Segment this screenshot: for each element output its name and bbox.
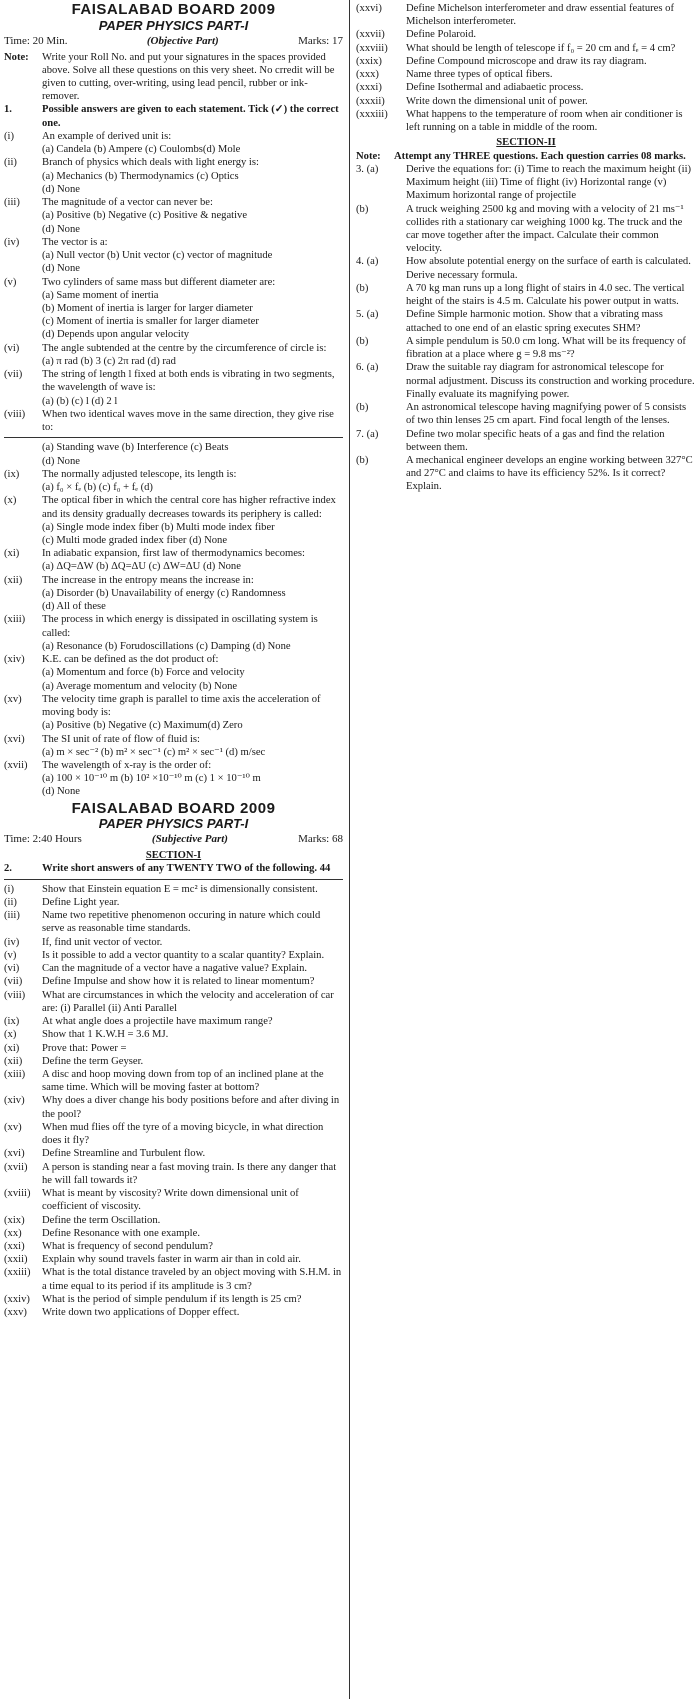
question-item [356, 55, 696, 68]
question-item [4, 468, 343, 481]
item-text: When two identical waves move in the same direction, they give rise to: [42, 408, 334, 434]
question-item [4, 975, 343, 988]
question-item [4, 1042, 343, 1055]
answer-options: (a) Standing wave (b) Interference (c) Beats [42, 442, 229, 454]
divider [4, 879, 343, 880]
item-number: (xxi) [4, 1241, 25, 1253]
item-number: (ix) [4, 468, 20, 480]
objective-items-part2 [4, 468, 343, 799]
question-item [356, 282, 696, 308]
answer-options: (a) Null vector (b) Unit vector (c) vector of magnitude [42, 250, 273, 262]
item-text: The normally adjusted telescope, its length is: [42, 468, 237, 480]
answer-options: (a) m × sec⁻² (b) m² × sec⁻¹ (c) m² × sec⁻¹ (d) m/sec [42, 746, 266, 758]
item-number: (xx) [4, 1227, 22, 1239]
question-item [356, 308, 696, 334]
answer-options: (d) All of these [42, 601, 106, 613]
question-item [4, 909, 343, 935]
question-item [4, 1187, 343, 1213]
question-item [4, 547, 343, 560]
item-text: The SI unit of rate of flow of fluid is: [42, 733, 200, 745]
question-item [4, 1293, 343, 1306]
answer-options: (a) (b) (c) l (d) 2 l [42, 395, 118, 407]
question-item [4, 368, 343, 394]
question-item [4, 1227, 343, 1240]
item-text: Define Compound microscope and draw its ray diagram. [406, 55, 647, 67]
item-text: An example of derived unit is: [42, 130, 172, 142]
question-item [4, 1121, 343, 1147]
item-number: (xxx) [356, 69, 379, 81]
item-number: (xiv) [4, 654, 25, 666]
answer-options: (a) Candela (b) Ampere (c) Coulombs(d) Mole [42, 144, 241, 156]
item-text: How absolute potential energy on the surface of earth is calculated. Derive necessary formula. [406, 256, 691, 281]
item-number: (b) [356, 282, 369, 294]
item-number: (xvi) [4, 733, 25, 745]
item-text: Explain why sound travels faster in warm air than in cold air. [42, 1254, 301, 1266]
question-item [356, 163, 696, 203]
question-item [4, 613, 343, 639]
question-item [356, 68, 696, 81]
subjective-header [4, 801, 343, 876]
item-text: A simple pendulum is 50.0 cm long. What will be its frequency of fibration at a place where g = 9.8 ms⁻²? [406, 335, 686, 361]
question-item [4, 130, 343, 143]
item-text: A disc and hoop moving down from top of an inclined plane at the same time. Which will be moving faster at bottom? [42, 1068, 324, 1094]
item-number: (xxii) [4, 1254, 28, 1266]
item-number: (xvii) [4, 1161, 28, 1173]
item-text: Define two molar specific heats of a gas and find the relation between them. [406, 428, 665, 453]
item-number: (xxxii) [356, 95, 385, 107]
subjective-meta [4, 833, 343, 847]
item-text: Define Isothermal and adiabaetic process. [406, 82, 584, 94]
item-number: (xiii) [4, 614, 26, 626]
question-text: Possible answers are given to each statement. Tick (✓) the correct one. [42, 104, 339, 129]
item-number: (xii) [4, 574, 23, 586]
item-number: (xvi) [4, 1148, 25, 1160]
answer-options: (a) Momentum and force (b) Force and velocity [42, 667, 245, 679]
subjective-paper-title: PAPER PHYSICS PART-I [98, 816, 249, 832]
item-text: The optical fiber in which the central core has higher refractive index and its density gradually decreases towards its periphery is called: [42, 495, 336, 520]
question-item [4, 896, 343, 909]
item-number: (i) [4, 130, 14, 142]
answer-options: (a) Positive (b) Negative (c) Maximum(d) Zero [42, 720, 243, 732]
question-item [4, 1055, 343, 1068]
objective-time: Time: 20 Min. [4, 34, 68, 47]
objective-meta [4, 35, 343, 49]
question-item [4, 276, 343, 289]
answer-options: (a) Average momentum and velocity (b) None [42, 680, 238, 692]
item-text: Define Impulse and show how it is related to linear momentum? [42, 976, 315, 988]
item-number: (xxix) [356, 55, 382, 67]
answer-options: (a) π rad (b) 3 (c) 2π rad (d) rad [42, 355, 176, 367]
item-text: Show that Einstein equation E = mc² is dimensionally consistent. [42, 883, 318, 895]
item-text: When mud flies off the tyre of a moving bicycle, in what direction does it fly? [42, 1121, 324, 1147]
long-questions [356, 163, 696, 494]
item-number: (xiii) [4, 1068, 26, 1080]
item-number: (iv) [4, 936, 20, 948]
question-item [4, 1028, 343, 1041]
answer-options: (a) f₀ × fₑ (b) (c) f₀ + fₑ (d) [42, 482, 153, 494]
question-item [4, 196, 343, 209]
question-number: 1. [4, 104, 12, 116]
item-number: 7. (a) [356, 428, 379, 440]
item-text: In adiabatic expansion, first law of thermodynamics becomes: [42, 548, 305, 560]
item-number: (viii) [4, 408, 26, 420]
question-item [4, 342, 343, 355]
answer-options: (b) Moment of inertia is larger for larger diameter [42, 303, 253, 314]
question-2 [4, 862, 343, 875]
note-text: Attempt any THREE questions. Each question carries 08 marks. [394, 150, 686, 162]
question-item [356, 428, 696, 454]
question-item [4, 236, 343, 249]
item-number: (b) [356, 454, 369, 466]
item-number: (iii) [4, 197, 20, 209]
item-number: (xxvii) [356, 29, 385, 41]
item-number: 6. (a) [356, 362, 379, 374]
answer-options: (a) Resonance (b) Forudoscillations (c) Damping (d) None [42, 640, 291, 652]
item-text: If, find unit vector of vector. [42, 936, 163, 948]
item-text: Prove that: Power = [42, 1042, 127, 1054]
item-number: (v) [4, 276, 17, 288]
item-text: Draw the suitable ray diagram for astronomical telescope for normal adjustment. Discuss its construction and working procedure. Finally evaluate its magnifying power. [406, 362, 695, 400]
question-item [4, 1266, 343, 1292]
item-number: 4. (a) [356, 256, 379, 268]
item-text: What happens to the temperature of room when air conditioner is left running on a table in middle of the room. [406, 108, 683, 134]
item-text: Show that 1 K.W.H = 3.6 MJ. [42, 1029, 169, 1041]
item-text: Define Streamline and Turbulent flow. [42, 1148, 206, 1160]
item-text: The increase in the entropy means the increase in: [42, 574, 254, 586]
answer-options: (d) Depends upon angular velocity [42, 329, 190, 341]
item-number: (xxv) [4, 1307, 27, 1319]
answer-options: (a) Single mode index fiber (b) Multi mode index fiber [42, 521, 275, 533]
question-item [4, 989, 343, 1015]
question-item [4, 759, 343, 772]
item-number: (xxvi) [356, 3, 382, 14]
item-text: A 70 kg man runs up a long flight of stairs in 4.0 sec. The vertical height of the stairs is 4.5 m. Calculate his power output in watts. [406, 282, 685, 308]
item-number: (xxviii) [356, 42, 388, 54]
item-number: (xiv) [4, 1095, 25, 1107]
item-text: The wavelength of x-ray is the order of: [42, 759, 212, 771]
question-1 [4, 103, 343, 129]
question-item [4, 949, 343, 962]
item-number: (xi) [4, 548, 20, 560]
question-item [4, 962, 343, 975]
item-number: (vii) [4, 976, 23, 988]
answer-options: (a) 100 × 10⁻¹⁰ m (b) 10² ×10⁻¹⁰ m (c) 1 × 10⁻¹⁰ m [42, 773, 261, 785]
subjective-marks: Marks: 68 [298, 833, 343, 846]
answer-options: (c) Multi mode graded index fiber (d) None [42, 534, 228, 546]
item-number: (b) [356, 335, 369, 347]
item-text: What is frequency of second pendulum? [42, 1241, 213, 1253]
question-text: Write short answers of any TWENTY TWO of the following. 44 [42, 863, 331, 875]
item-number: (xxiii) [4, 1267, 31, 1279]
question-item [356, 81, 696, 94]
item-text: Define Simple harmonic motion. Show that a vibrating mass attached to one end of an elastic spring executes SHM? [406, 309, 663, 334]
note-label: Note: [4, 51, 29, 63]
subjective-time: Time: 2:40 Hours [4, 833, 82, 846]
item-number: (xii) [4, 1055, 23, 1067]
item-text: The string of length l fixed at both ends is vibrating in two segments, the wavelength of wave is: [42, 369, 335, 394]
item-text: Can the magnitude of a vector have a nagative value? Explain. [42, 963, 308, 975]
item-text: The process in which energy is dissipated in oscillating system is called: [42, 614, 318, 639]
question-item [4, 1214, 343, 1227]
item-text: Define Michelson interferometer and draw essential features of Michelson interferometer. [406, 3, 674, 28]
section-1-heading: SECTION-I [145, 850, 202, 862]
item-text: Branch of physics which deals with light energy is: [42, 157, 259, 169]
item-text: K.E. can be defined as the dot product of: [42, 654, 219, 666]
question-item [4, 574, 343, 587]
item-text: Name three types of optical fibers. [406, 69, 553, 81]
question-item [4, 1306, 343, 1319]
item-text: The angle subtended at the centre by the circumference of circle is: [42, 342, 327, 354]
question-item [356, 454, 696, 494]
item-text: Define Light year. [42, 896, 120, 908]
question-item [4, 733, 343, 746]
item-number: (xxxi) [356, 82, 382, 94]
question-item [356, 361, 696, 401]
item-text: What is meant by viscosity? Write down dimensional unit of coefficient of viscosity. [42, 1188, 299, 1213]
item-text: The velocity time graph is parallel to time axis the acceleration of moving body is: [42, 693, 321, 719]
item-number: (v) [4, 949, 17, 961]
item-number: (xi) [4, 1042, 20, 1054]
question-item [4, 1094, 343, 1120]
item-number: (b) [356, 402, 369, 414]
question-item [4, 1240, 343, 1253]
item-text: What should be length of telescope if f₀ = 20 cm and fₑ = 4 cm? [406, 42, 676, 54]
item-number: 3. (a) [356, 163, 379, 175]
item-text: Name two repetitive phenomenon occuring in nature which could serve as reasonable time standards. [42, 910, 321, 935]
answer-options: (d) None [42, 786, 80, 798]
item-text: Define the term Geyser. [42, 1055, 144, 1067]
item-text: Derive the equations for: (i) Time to reach the maximum height (ii) Maximum height (iii) Time of flight (iv) Horizontal range (v) Maximum horizontal range of projectile [406, 163, 692, 202]
objective-part: (Objective Part) [146, 34, 219, 47]
item-number: (xxxiii) [356, 108, 388, 120]
item-number: (x) [4, 495, 17, 507]
item-number: (vi) [4, 342, 20, 354]
note-text: Write your Roll No. and put your signatures in the spaces provided above. Solve all these questions on this very sheet. No crredit will be given to cutting, over-writing, using lead pencil, rubber or ink-remover. [42, 51, 335, 103]
note-label: Note: [356, 150, 381, 162]
objective-items-part1 [4, 130, 343, 434]
item-text: A truck weighing 2500 kg and moving with a velocity of 21 ms⁻¹ collides rith a stationary car weighing 1000 kg. The truck and the car move together after the impact. Calculate their common velocity. [406, 203, 684, 255]
question-item [356, 335, 696, 361]
short-questions-part1 [4, 883, 343, 1320]
section-2-note [356, 150, 696, 163]
question-item [4, 1068, 343, 1094]
answer-options: (a) ΔQ=ΔW (b) ΔQ=ΔU (c) ΔW=ΔU (d) None [42, 561, 241, 573]
item-text: An astronomical telescope having magnifying power of 5 consists of two thin lenses 25 cm apart. Find focal length of the lenses. [406, 402, 687, 427]
item-text: Why does a diver change his body positions before and after diving in the pool? [42, 1095, 340, 1120]
divider [4, 437, 343, 438]
answer-options: (a) Mechanics (b) Thermodynamics (c) Optics [42, 170, 239, 182]
objective-marks: Marks: 17 [298, 34, 343, 47]
question-item [4, 936, 343, 949]
item-number: (xv) [4, 693, 22, 705]
question-item [356, 2, 696, 28]
question-item [356, 95, 696, 108]
question-item [356, 401, 696, 427]
item-text: Write down the dimensional unit of power. [406, 95, 588, 107]
short-questions-part2 [356, 2, 696, 134]
question-item [4, 1161, 343, 1187]
item-text: At what angle does a projectile have maximum range? [42, 1016, 273, 1028]
question-item [356, 108, 696, 134]
answer-options: (c) Moment of inertia is smaller for larger diameter [42, 316, 259, 328]
item-number: (b) [356, 203, 369, 215]
item-number: (xvii) [4, 759, 28, 771]
answer-options: (a) Same moment of inertia [42, 289, 159, 301]
item-number: (i) [4, 883, 14, 895]
subjective-board-title: FAISALABAD BOARD 2009 [71, 799, 276, 817]
question-number: 2. [4, 863, 12, 875]
item-number: (iii) [4, 910, 20, 922]
item-text: Write down two applications of Dopper effect. [42, 1307, 240, 1319]
item-text: The vector is a: [42, 236, 108, 248]
answer-options: (a) Disorder (b) Unavailability of energy (c) Randomness [42, 587, 286, 599]
objective-paper-title: PAPER PHYSICS PART-I [98, 17, 249, 33]
item-text: Define the term Oscillation. [42, 1214, 161, 1226]
question-item [4, 1015, 343, 1028]
answer-options: (d) None [42, 263, 80, 275]
question-item [4, 1147, 343, 1160]
item-number: (xxiv) [4, 1293, 30, 1305]
item-number: (xv) [4, 1121, 22, 1133]
question-item [4, 693, 343, 719]
item-text: What is the total distance traveled by an object moving with S.H.M. in a time equal to its period if its amplitude is 3 cm? [42, 1267, 342, 1292]
item-text: What is the period of simple pendulum if its length is 25 cm? [42, 1293, 302, 1305]
question-item [4, 653, 343, 666]
question-item [356, 28, 696, 41]
right-column [350, 0, 700, 494]
question-item [356, 42, 696, 55]
item-number: (x) [4, 1029, 17, 1041]
objective-board-title: FAISALABAD BOARD 2009 [71, 1, 276, 18]
section-2-heading: SECTION-II [496, 137, 556, 149]
item-number: (vi) [4, 963, 20, 975]
objective-note [4, 51, 343, 104]
item-number: (xviii) [4, 1188, 31, 1200]
item-number: (ix) [4, 1016, 20, 1028]
answer-options: (a) Positive (b) Negative (c) Positive & negative [42, 210, 248, 222]
item-number: (iv) [4, 236, 20, 248]
item-text: The magnitude of a vector can never be: [42, 197, 213, 209]
item-number: 5. (a) [356, 309, 379, 321]
answer-options: (d) None [42, 223, 80, 235]
item-text: A person is standing near a fast moving train. Is there any danger that he will fall towards it? [42, 1161, 337, 1186]
answer-options: (d) None [42, 455, 80, 467]
objective-viii-options [4, 441, 343, 467]
subjective-part: (Subjective Part) [151, 833, 228, 846]
item-text: Define Polaroid. [406, 29, 477, 41]
item-text: What are circumstances in which the velocity and acceleration of car are: (i) Parallel (ii) Anti Parallel [42, 989, 334, 1014]
item-text: Two cylinders of same mass but different diameter are: [42, 276, 276, 288]
question-item [4, 408, 343, 434]
question-item [4, 1253, 343, 1266]
item-number: (xix) [4, 1214, 25, 1226]
item-text: Define Resonance with one example. [42, 1227, 200, 1239]
item-text: Is it possible to add a vector quantity to a scalar quantity? Explain. [42, 949, 325, 961]
item-number: (ii) [4, 896, 17, 908]
question-item [356, 203, 696, 256]
item-number: (vii) [4, 369, 23, 381]
item-number: (viii) [4, 989, 26, 1001]
item-text: A mechanical engineer develops an engine working between 327°C and 27°C and claims to have its efficiency 52%. Is it correct? Explain. [406, 454, 693, 493]
item-number: (ii) [4, 157, 17, 169]
answer-options: (d) None [42, 183, 80, 195]
question-item [4, 494, 343, 520]
question-item [356, 255, 696, 281]
question-item [4, 883, 343, 896]
question-item [4, 156, 343, 169]
